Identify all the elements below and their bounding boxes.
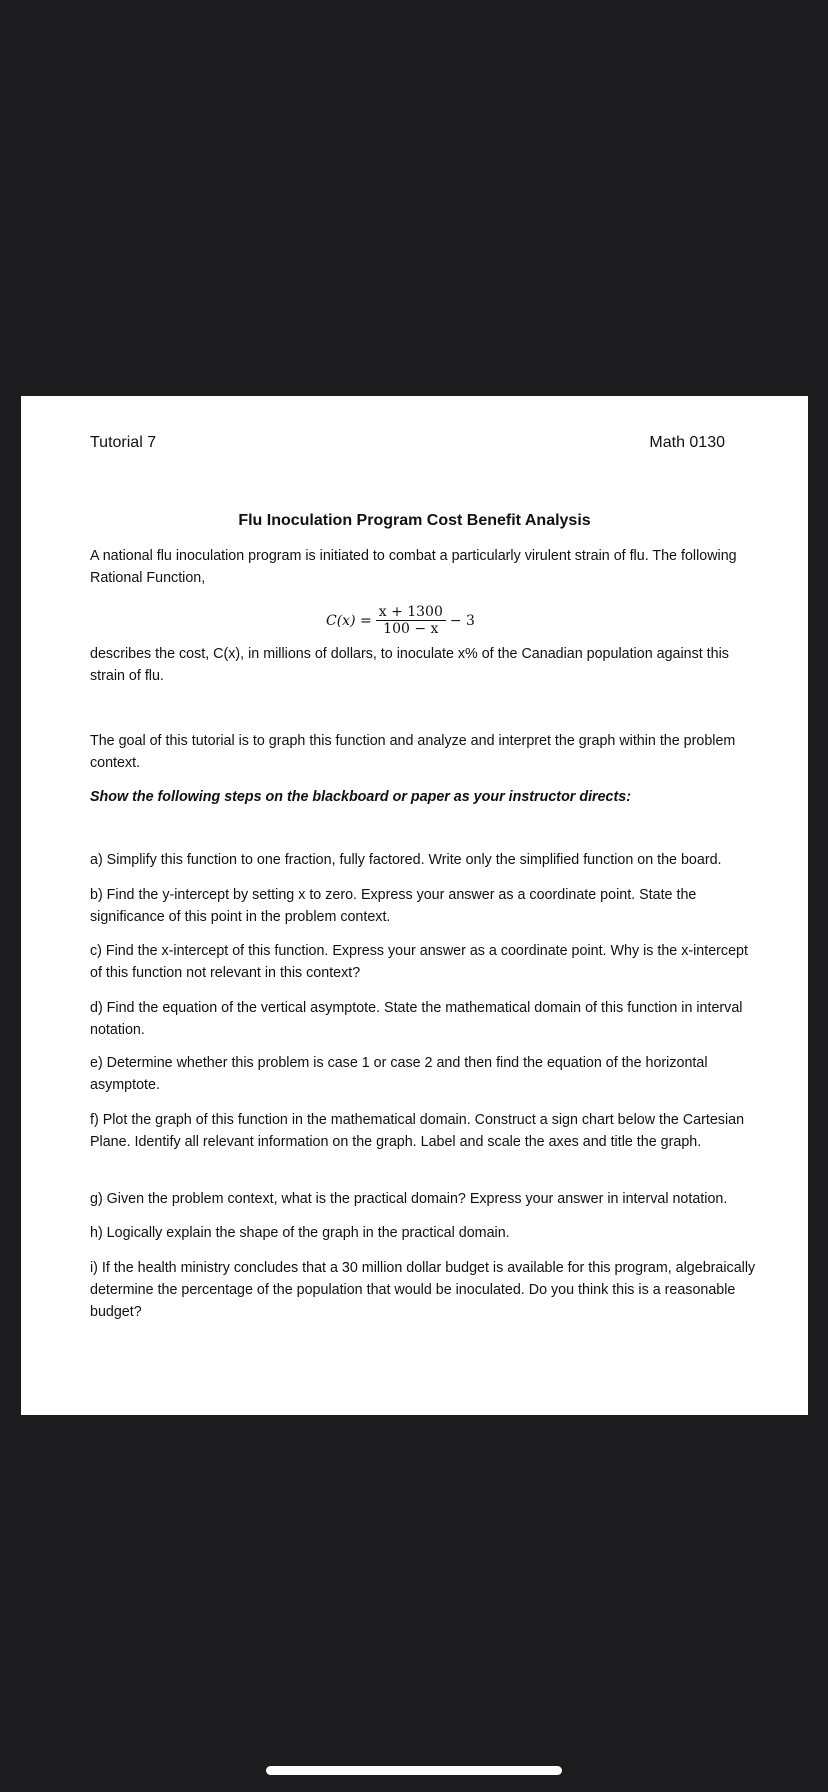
document-title: Flu Inoculation Program Cost Benefit Analysis [238,512,591,529]
header-course: Math 0130 [649,434,725,451]
instruction-text: Show the following steps on the blackboard or paper as your instructor directs: [90,789,631,805]
step-f: f) Plot the graph of this function in the mathematical domain. Construct a sign chart below the Cartesian Plane. Identify all relevant information on the graph. Label and scale the axes and title the graph. [90,1112,745,1150]
step-e: e) Determine whether this problem is case 1 or case 2 and then find the equation of the horizontal asymptote. [90,1055,708,1093]
formula-denominator: 100 − x [383,621,439,637]
step-g: g) Given the problem context, what is the practical domain? Express your answer in interval notation. [90,1191,728,1207]
cost-formula [326,604,475,637]
step-i: i) If the health ministry concludes that a 30 million dollar budget is available for this program, algebraically determine the percentage of the population that would be inoculated. Do you think this is a reasonable budget? [90,1260,756,1320]
step-b: b) Find the y-intercept by setting x to zero. Express your answer as a coordinate point. State the significance of this point in the problem context. [90,887,697,925]
header-tutorial: Tutorial 7 [90,434,157,451]
step-a: a) Simplify this function to one fraction, fully factored. Write only the simplified function on the board. [90,852,722,868]
intro-paragraph: A national flu inoculation program is initiated to combat a particularly virulent strain of flu. The following Rational Function, [90,548,737,586]
formula-lhs: C(x) = [326,612,372,629]
step-c: c) Find the x-intercept of this function. Express your answer as a coordinate point. Why is the x-intercept of this function not relevant in this context? [90,943,748,981]
goal-paragraph: The goal of this tutorial is to graph this function and analyze and interpret the graph within the problem context. [90,733,736,771]
describes-paragraph: describes the cost, C(x), in millions of dollars, to inoculate x% of the Canadian population against this strain of flu. [90,646,729,684]
step-d: d) Find the equation of the vertical asymptote. State the mathematical domain of this function in interval notation. [90,1000,743,1038]
home-indicator[interactable] [266,1766,562,1775]
document-page [21,396,808,1415]
formula-numerator: x + 1300 [376,604,446,621]
formula-fraction [376,604,446,637]
formula-tail: − 3 [449,612,475,629]
step-h: h) Logically explain the shape of the graph in the practical domain. [90,1225,510,1241]
